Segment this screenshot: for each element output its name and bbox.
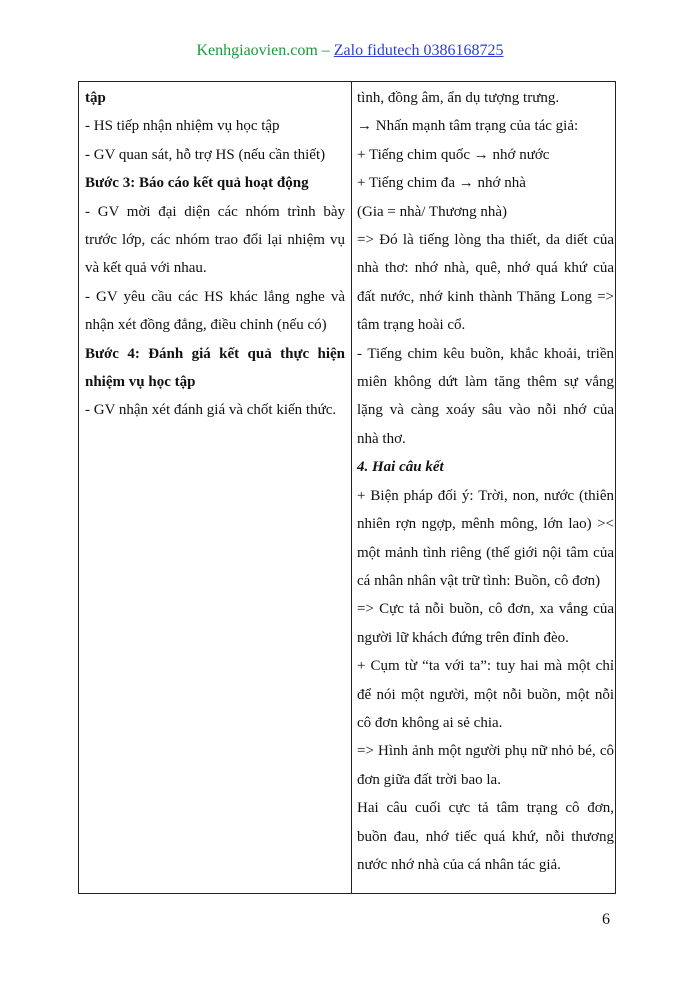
text-paragraph: + Tiếng chim đa → nhớ nhà [357, 175, 526, 192]
text-paragraph: - GV mời đại diện các nhóm trình bày trước lớp, các nhóm trao đổi lại nhiệm vụ và kết quả với nhau. [85, 203, 345, 277]
text-paragraph: → Nhấn mạnh tâm trạng của tác giả: [357, 118, 579, 135]
text-paragraph: (Gia = nhà/ Thương nhà) [357, 203, 508, 220]
header-separator: – [317, 42, 334, 59]
text-paragraph: tình, đồng âm, ẩn dụ tượng trưng. [357, 90, 560, 106]
text-paragraph: tập [85, 90, 106, 106]
text-paragraph: => Đó là tiếng lòng tha thiết, da diết của nhà thơ: nhớ nhà, quê, nhớ quá khứ của đất nước, nhớ kinh thành Thăng Long => tâm trạng hoài cổ. [357, 232, 614, 334]
text-paragraph: - HS tiếp nhận nhiệm vụ học tập [85, 118, 280, 135]
text-paragraph: - GV quan sát, hỗ trợ HS (nếu cần thiết) [85, 146, 326, 163]
section-heading: 4. Hai câu kết [357, 459, 444, 476]
text-paragraph: + Biện pháp đối ý: Trời, non, nước (thiên nhiên rợn ngợp, mênh mông, lớn lao) >< một mảnh tình riêng (thế giới nội tâm của cá nhân nhân vật trữ tình: Buồn, cô đơn) [357, 487, 614, 589]
text-paragraph: + Tiếng chim quốc → nhớ nước [357, 146, 550, 163]
step-heading: Bước 3: Báo cáo kết quả hoạt động [85, 175, 309, 192]
content-column [357, 84, 614, 879]
step-heading: Bước 4: Đánh giá kết quả thực hiện nhiệm vụ học tập [85, 345, 345, 391]
text-paragraph: Hai câu cuối cực tả tâm trạng cô đơn, buồn đau, nhớ tiếc quá khứ, nỗi thương nước nhớ nhà của cá nhân tác giả. [357, 800, 614, 873]
text-paragraph: - GV yêu cầu các HS khác lắng nghe và nhận xét đồng đẳng, điều chỉnh (nếu có) [85, 288, 345, 334]
teacher-activity-column [85, 84, 345, 425]
text-paragraph: => Hình ảnh một người phụ nữ nhỏ bé, cô đơn giữa đất trời bao la. [357, 743, 614, 788]
text-paragraph: + Cụm từ “ta với ta”: tuy hai mà một chỉ để nói một người, một nỗi buồn, một nỗi cô đơn không ai sẻ chia. [357, 658, 614, 731]
text-paragraph: - Tiếng chim kêu buồn, khắc khoải, triền miên không dứt làm tăng thêm sự vắng lặng và càng xoáy sâu vào nỗi nhớ của nhà thơ. [357, 345, 614, 447]
lesson-table [78, 81, 616, 894]
text-paragraph: => Cực tả nỗi buồn, cô đơn, xa vắng của người lữ khách đứng trên đỉnh đèo. [357, 601, 614, 646]
header-site: Kenhgiaovien.com [196, 42, 318, 59]
page-number: 6 [602, 911, 610, 928]
text-paragraph: - GV nhận xét đánh giá và chốt kiến thức. [85, 402, 337, 419]
page-header [0, 40, 700, 62]
header-contact-link[interactable]: Zalo fidutech 0386168725 [333, 42, 504, 59]
column-divider [351, 82, 352, 893]
